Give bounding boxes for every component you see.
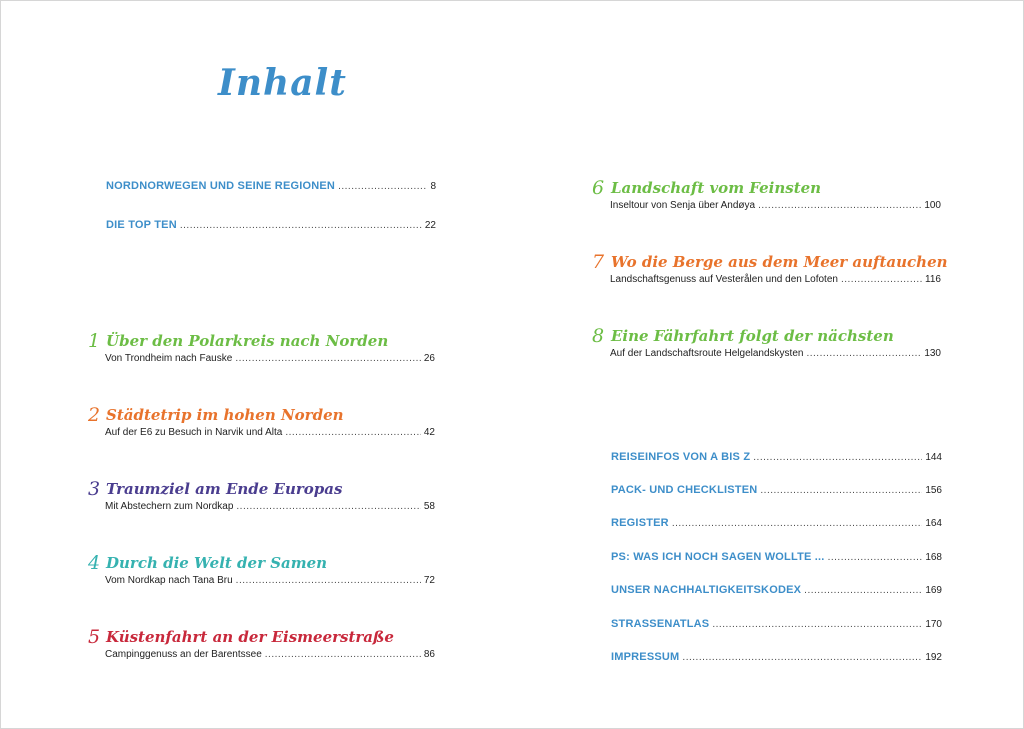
- chapter-6-entry[interactable]: [610, 200, 941, 211]
- back-section-2[interactable]: [611, 484, 942, 496]
- front-section-2[interactable]: [106, 219, 436, 231]
- chapter-number-6: 6: [592, 177, 605, 199]
- back-section-1-page-number: 144: [925, 452, 942, 463]
- dot-leader: [828, 552, 923, 563]
- back-section-5-page-number: 169: [925, 585, 942, 596]
- chapter-title-7[interactable]: Wo die Berge aus dem Meer auftauchen: [611, 253, 948, 271]
- chapter-number-5: 5: [88, 626, 101, 648]
- dot-leader: [841, 274, 922, 285]
- chapter-7-entry-page-number: 116: [925, 274, 941, 285]
- chapter-5-entry-page-number: 86: [423, 649, 435, 660]
- chapter-3-entry-label: Mit Abstechern zum Nordkap: [105, 501, 234, 512]
- chapter-5-entry-label: Campinggenuss an der Barentssee: [105, 649, 262, 660]
- chapter-7-entry-label: Landschaftsgenuss auf Vesterålen und den Lofoten: [610, 274, 838, 285]
- chapter-6-entry-page-number: 100: [924, 200, 941, 211]
- chapter-title-5[interactable]: Küstenfahrt an der Eismeerstraße: [106, 628, 394, 646]
- chapter-number-3: 3: [88, 478, 101, 500]
- chapter-4-entry[interactable]: [105, 575, 435, 586]
- dot-leader: [760, 485, 922, 496]
- back-section-1-label: REISEINFOS VON A BIS Z: [611, 451, 751, 463]
- chapter-3-entry[interactable]: [105, 501, 435, 512]
- chapter-8-entry-label: Auf der Landschaftsroute Helgelandskysten: [610, 348, 804, 359]
- front-section-1[interactable]: [106, 180, 436, 192]
- chapter-4-entry-page-number: 72: [423, 575, 435, 586]
- dot-leader: [180, 220, 422, 231]
- dot-leader: [338, 181, 427, 192]
- back-section-6-label: STRASSENATLAS: [611, 618, 710, 630]
- chapter-title-1[interactable]: Über den Polarkreis nach Norden: [106, 332, 389, 350]
- back-section-4-label: PS: WAS ICH NOCH SAGEN WOLLTE ...: [611, 551, 825, 563]
- front-section-1-label: NORDNORWEGEN UND SEINE REGIONEN: [106, 180, 336, 192]
- chapter-1-entry[interactable]: [105, 353, 435, 364]
- chapter-6-entry-label: Inseltour von Senja über Andøya: [610, 200, 756, 211]
- front-section-1-page-number: 8: [430, 181, 436, 192]
- page-title: Inhalt: [218, 62, 347, 104]
- dot-leader: [753, 452, 922, 463]
- dot-leader: [236, 501, 420, 512]
- chapter-title-2[interactable]: Städtetrip im hohen Norden: [106, 406, 344, 424]
- chapter-number-4: 4: [88, 552, 101, 574]
- chapter-title-6[interactable]: Landschaft vom Feinsten: [611, 179, 822, 197]
- chapter-title-3[interactable]: Traumziel am Ende Europas: [106, 480, 343, 498]
- back-section-1[interactable]: [611, 451, 942, 463]
- chapter-3-entry-page-number: 58: [423, 501, 435, 512]
- back-section-7-page-number: 192: [925, 652, 942, 663]
- back-section-6[interactable]: [611, 618, 942, 630]
- chapter-5-entry[interactable]: [105, 649, 435, 660]
- dot-leader: [682, 652, 922, 663]
- back-section-2-page-number: 156: [925, 485, 942, 496]
- dot-leader: [236, 575, 421, 586]
- back-section-3[interactable]: [611, 517, 942, 529]
- chapter-7-entry[interactable]: [610, 274, 941, 285]
- dot-leader: [804, 585, 922, 596]
- back-section-7[interactable]: [611, 651, 942, 663]
- chapter-number-7: 7: [592, 251, 605, 273]
- chapter-2-entry-label: Auf der E6 zu Besuch in Narvik und Alta: [105, 427, 283, 438]
- back-section-3-label: REGISTER: [611, 517, 669, 529]
- chapter-title-4[interactable]: Durch die Welt der Samen: [106, 554, 328, 572]
- chapter-2-entry[interactable]: [105, 427, 435, 438]
- chapter-8-entry-page-number: 130: [924, 348, 941, 359]
- dot-leader: [758, 200, 921, 211]
- chapter-8-entry[interactable]: [610, 348, 941, 359]
- chapter-1-entry-label: Von Trondheim nach Fauske: [105, 353, 233, 364]
- chapter-1-entry-page-number: 26: [423, 353, 435, 364]
- front-section-2-label: DIE TOP TEN: [106, 219, 177, 231]
- back-section-2-label: PACK- UND CHECKLISTEN: [611, 484, 758, 496]
- back-section-7-label: IMPRESSUM: [611, 651, 680, 663]
- back-section-5-label: UNSER NACHHALTIGKEITSKODEX: [611, 584, 802, 596]
- dot-leader: [672, 518, 922, 529]
- back-section-3-page-number: 164: [925, 518, 942, 529]
- dot-leader: [265, 649, 421, 660]
- chapter-4-entry-label: Vom Nordkap nach Tana Bru: [105, 575, 233, 586]
- dot-leader: [712, 619, 922, 630]
- dot-leader: [285, 427, 421, 438]
- back-section-4-page-number: 168: [925, 552, 942, 563]
- back-section-5[interactable]: [611, 584, 942, 596]
- back-section-4[interactable]: [611, 551, 942, 563]
- chapter-number-8: 8: [592, 325, 605, 347]
- front-section-2-page-number: 22: [424, 220, 436, 231]
- chapter-number-2: 2: [88, 404, 101, 426]
- dot-leader: [235, 353, 421, 364]
- chapter-title-8[interactable]: Eine Fährfahrt folgt der nächsten: [611, 327, 894, 345]
- chapter-2-entry-page-number: 42: [423, 427, 435, 438]
- dot-leader: [806, 348, 921, 359]
- back-section-6-page-number: 170: [925, 619, 942, 630]
- chapter-number-1: 1: [88, 330, 101, 352]
